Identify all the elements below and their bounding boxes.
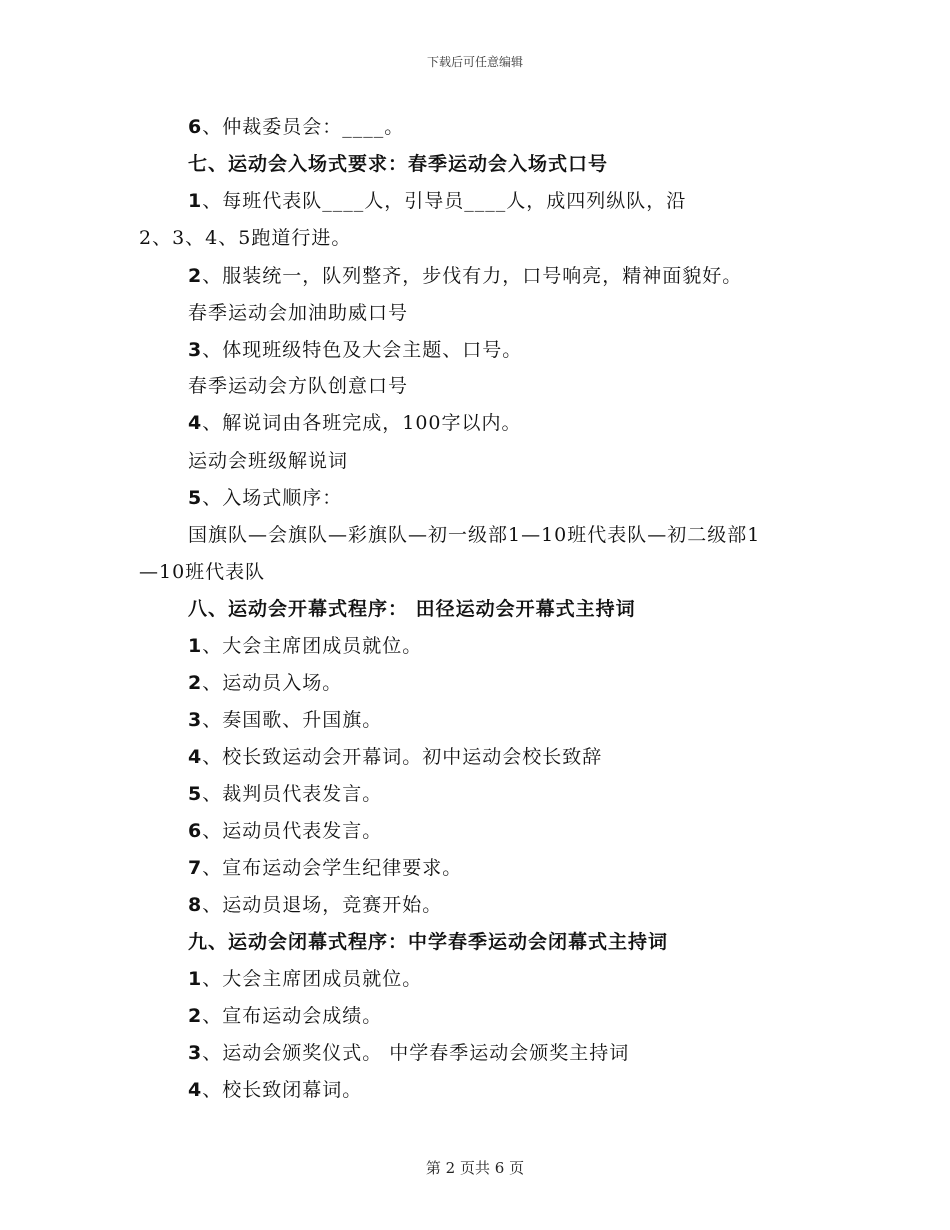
line-text: —10班代表队 xyxy=(139,561,266,583)
paragraph-line xyxy=(188,486,342,510)
line-text: 、解说词由各班完成，100字以内。 xyxy=(202,412,522,434)
line-text: 运动会班级解说词 xyxy=(188,450,349,472)
paragraph-line xyxy=(139,560,265,584)
paragraph-line xyxy=(188,338,522,362)
section-heading xyxy=(188,930,668,954)
item-number: 3 xyxy=(188,1042,203,1064)
item-number: 6 xyxy=(188,116,203,138)
item-number: 5 xyxy=(188,487,203,509)
line-text: 、宣布运动会学生纪律要求。 xyxy=(202,857,463,879)
line-text: 、裁判员代表发言。 xyxy=(202,783,383,805)
heading-text: 八、运动会开幕式程序： 田径运动会开幕式主持词 xyxy=(188,598,636,620)
paragraph-line xyxy=(188,671,342,695)
line-text: 、校长致运动会开幕词。初中运动会校长致辞 xyxy=(202,746,603,768)
item-number: 7 xyxy=(188,857,203,879)
paragraph-line xyxy=(188,893,442,917)
line-text: 、入场式顺序： xyxy=(202,487,343,509)
paragraph-line xyxy=(188,708,382,732)
item-number: 1 xyxy=(188,635,203,657)
item-number: 6 xyxy=(188,820,203,842)
paragraph-line xyxy=(188,1041,629,1065)
paragraph-line xyxy=(188,523,760,547)
line-text: 春季运动会加油助威口号 xyxy=(188,302,409,324)
paragraph-line xyxy=(188,634,422,658)
item-number: 2 xyxy=(188,1005,203,1027)
paragraph-line xyxy=(188,782,382,806)
line-text: 国旗队—会旗队—彩旗队—初一级部1—10班代表队—初二级部1 xyxy=(188,524,761,546)
paragraph-line xyxy=(188,411,522,435)
paragraph-line xyxy=(188,301,408,325)
section-heading xyxy=(188,152,608,176)
paragraph-line xyxy=(188,264,742,288)
line-text: 、宣布运动会成绩。 xyxy=(202,1005,383,1027)
page-header: 下载后可任意编辑 xyxy=(426,55,523,69)
line-text: 、仲裁委员会：____。 xyxy=(202,116,405,138)
line-text: 、服装统一，队列整齐，步伐有力，口号响亮，精神面貌好。 xyxy=(202,265,743,287)
item-number: 4 xyxy=(188,746,203,768)
line-text: 、运动会颁奖仪式。 中学春季运动会颁奖主持词 xyxy=(202,1042,630,1064)
item-number: 4 xyxy=(188,1079,203,1101)
line-text: 、大会主席团成员就位。 xyxy=(202,968,423,990)
line-text: 、奏国歌、升国旗。 xyxy=(202,709,383,731)
paragraph-line xyxy=(139,226,351,250)
line-text: 、大会主席团成员就位。 xyxy=(202,635,423,657)
paragraph-line xyxy=(188,449,348,473)
paragraph-line xyxy=(188,189,686,213)
item-number: 8 xyxy=(188,894,203,916)
line-text: 、运动员退场，竞赛开始。 xyxy=(202,894,443,916)
paragraph-line xyxy=(188,745,602,769)
paragraph-line xyxy=(188,115,404,139)
item-number: 4 xyxy=(188,412,203,434)
line-text: 春季运动会方队创意口号 xyxy=(188,375,409,397)
item-number: 2 xyxy=(188,672,203,694)
line-text: 、校长致闭幕词。 xyxy=(202,1079,363,1101)
paragraph-line xyxy=(188,819,382,843)
item-number: 3 xyxy=(188,339,203,361)
item-number: 1 xyxy=(188,968,203,990)
heading-text: 九、运动会闭幕式程序：中学春季运动会闭幕式主持词 xyxy=(188,931,669,953)
paragraph-line xyxy=(188,374,408,398)
item-number: 5 xyxy=(188,783,203,805)
heading-text: 七、运动会入场式要求：春季运动会入场式口号 xyxy=(188,153,609,175)
paragraph-line xyxy=(188,967,422,991)
page-footer: 第 2 页共 6 页 xyxy=(425,1159,525,1177)
line-text: 、每班代表队____人，引导员____人，成四列纵队，沿 xyxy=(202,190,687,212)
paragraph-line xyxy=(188,856,462,880)
paragraph-line xyxy=(188,1078,362,1102)
item-number: 3 xyxy=(188,709,203,731)
item-number: 2 xyxy=(188,265,203,287)
line-text: 、体现班级特色及大会主题、口号。 xyxy=(202,339,523,361)
line-text: 2、3、4、5跑道行进。 xyxy=(139,227,352,249)
paragraph-line xyxy=(188,1004,382,1028)
item-number: 1 xyxy=(188,190,203,212)
line-text: 、运动员代表发言。 xyxy=(202,820,383,842)
line-text: 、运动员入场。 xyxy=(202,672,343,694)
section-heading xyxy=(188,597,636,621)
